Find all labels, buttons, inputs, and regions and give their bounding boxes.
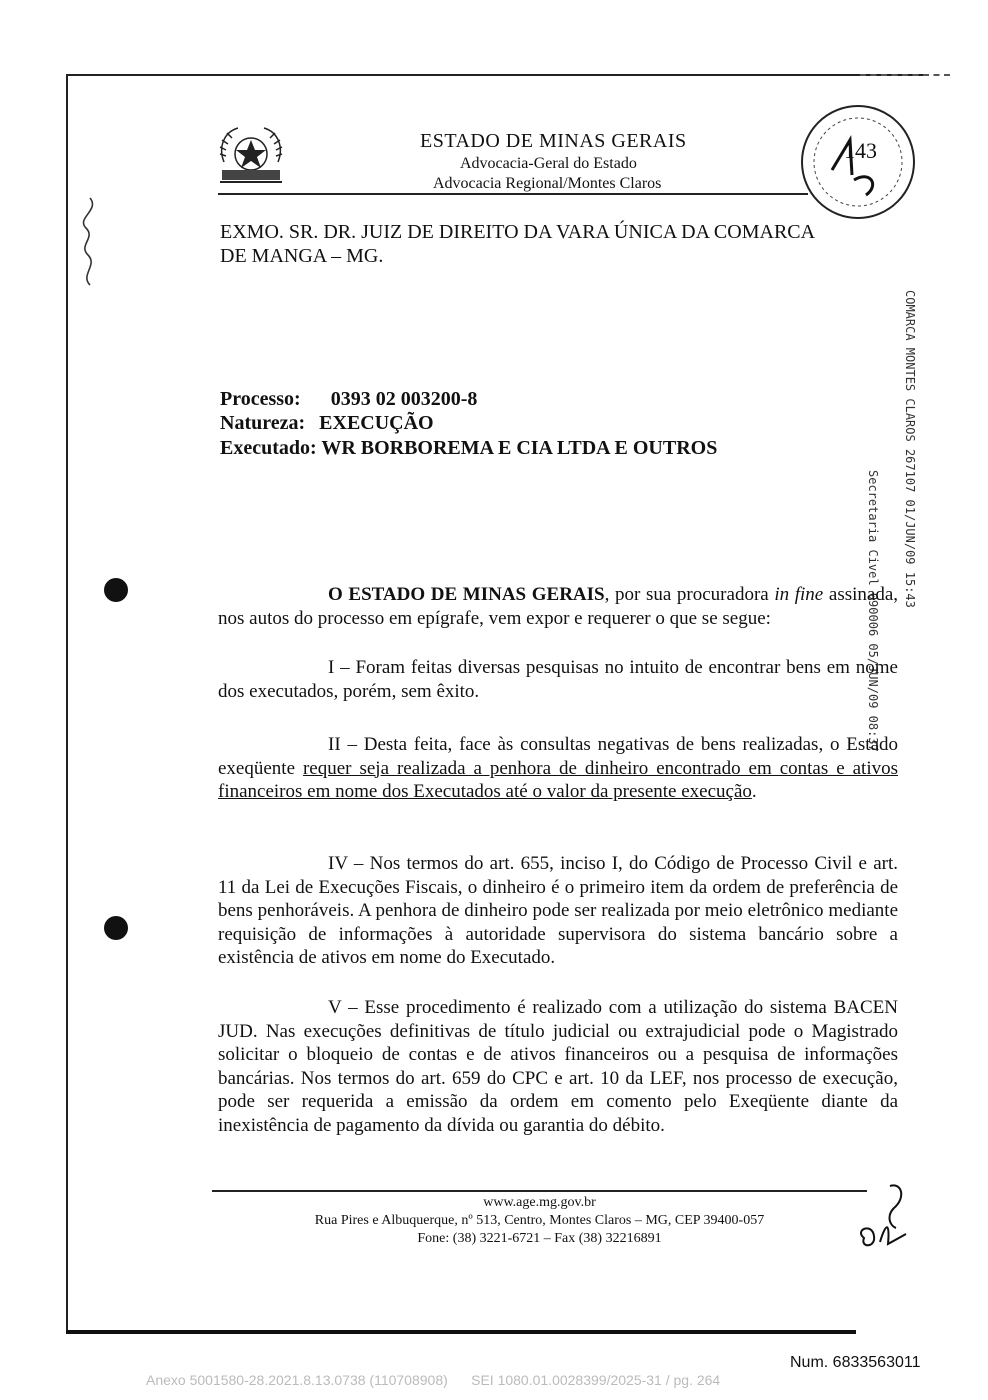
executado-label: Executado: xyxy=(220,437,317,459)
document-number: Num. 6833563011 xyxy=(790,1354,921,1371)
page-border-bottom xyxy=(66,1330,856,1334)
punch-hole xyxy=(104,916,128,940)
stamp-number: 143 xyxy=(844,138,877,163)
executado-value: WR BORBOREMA E CIA LTDA E OUTROS xyxy=(321,437,718,459)
page-border-top xyxy=(66,74,926,76)
footer-phone: Fone: (38) 3221-6721 – Fax (38) 32216891 xyxy=(417,1231,662,1246)
state-title: ESTADO DE MINAS GERAIS xyxy=(420,130,687,152)
secretaria-stamp: Secretaria Civel 090006 05/JUN/09 08:37 xyxy=(866,470,880,752)
natureza-label: Natureza: xyxy=(220,412,306,434)
paragraph-i: I – Foram feitas diversas pesquisas no intuito de encontrar bens em nome dos executados, porém, sem êxito. xyxy=(218,657,898,702)
paragraph-v: V – Esse procedimento é realizado com a utilização do sistema BACEN JUD. Nas execuções definitivas de título judicial ou extrajudicial pode o Magistrado solicitar o bloqueio de contas e de ativos financeiros ou a pesquisa de informações bancárias. Nos termos do art. 659 do CPC e art. 10 da LEF, nos processo de execução, pode ser requerida a emissão da ordem em comento pelo Exeqüente diante da inexistência de pagamento da dívida ou garantia do débito. xyxy=(218,997,898,1136)
initials-signature-icon xyxy=(850,1178,920,1258)
processo-value: 0393 02 003200-8 xyxy=(330,388,478,410)
page-border-left xyxy=(66,74,68,1334)
page-border-top-dashed xyxy=(860,74,950,76)
processo-row xyxy=(220,388,477,411)
coat-of-arms-icon xyxy=(214,122,288,190)
natureza-row xyxy=(220,412,434,435)
natureza-value: EXECUÇÃO xyxy=(319,412,434,434)
paragraph-ii: II – Desta feita, face às consultas negativas de bens realizadas, o Estado exeqüente requer seja realizada a penhora de dinheiro encontrado em contas e ativos financeiros em nome dos Executados até o valor da presente execução. xyxy=(218,734,899,802)
paragraph-iv: IV – Nos termos do art. 655, inciso I, do Código de Processo Civil e art. 11 da Lei de Execuções Fiscais, o dinheiro é o primeiro item da ordem de preferência de bens penhoráveis. A penhora de dinheiro pode ser realizada por meio eletrônico mediante requisição de informações à autoridade supervisora do sistema bancário sobre a existência de ativos em nome do Executado. xyxy=(218,853,898,968)
received-stamp: COMARCA MONTES CLAROS 267107 01/JUN/09 15:43 xyxy=(903,290,917,608)
addressee-line-1: EXMO. SR. DR. JUIZ DE DIREITO DA VARA ÚNICA DA COMARCA xyxy=(220,221,816,243)
margin-handwriting-icon xyxy=(70,180,110,290)
executado-row xyxy=(220,437,717,460)
footer-address: Rua Pires e Albuquerque, nº 513, Centro, Montes Claros – MG, CEP 39400-057 xyxy=(314,1213,765,1228)
request-underlined: requer seja realizada a penhora de dinheiro encontrado em contas e ativos financeiros em nome dos Executados até o valor da presente execução xyxy=(218,757,899,802)
agency-name: Advocacia-Geral do Estado xyxy=(460,155,637,172)
annex-reference: Anexo 5001580-28.2021.8.13.0738 (110708908) SEI 1080.01.0028399/2025-31 / pg. 264 xyxy=(146,1372,721,1388)
intro-party: O ESTADO DE MINAS GERAIS xyxy=(328,584,605,605)
punch-hole xyxy=(104,578,128,602)
footer-divider xyxy=(212,1190,867,1192)
intro-paragraph: O ESTADO DE MINAS GERAIS, por sua procuradora in fine assinada, nos autos do processo em epígrafe, vem expor e requerer o que se segue: xyxy=(218,584,898,629)
protocol-stamp-icon xyxy=(790,100,920,225)
footer-website: www.age.mg.gov.br xyxy=(483,1195,596,1210)
processo-label: Processo: xyxy=(220,388,301,410)
addressee-line-2: DE MANGA – MG. xyxy=(220,245,384,267)
addressee xyxy=(220,220,900,268)
header-divider xyxy=(218,193,808,195)
regional-office: Advocacia Regional/Montes Claros xyxy=(433,175,662,192)
